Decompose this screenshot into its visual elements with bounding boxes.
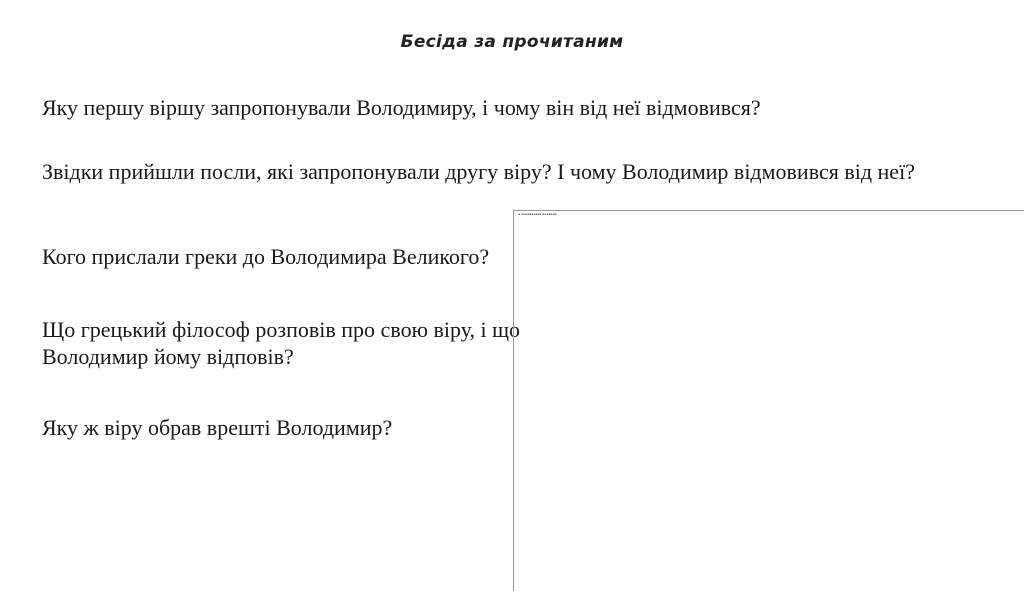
embedded-frame-caption: ▪ ▪▪▪▪▪▪▪▪▪▪ ▪▪▪▪▪▪▪ [518,212,557,216]
question-3: Кого прислали греки до Володимира Великого? [42,244,490,269]
embedded-frame [513,210,1024,591]
question-1: Яку першу віршу запропонували Володимиру, і чому він від неї відмовився? [42,95,761,120]
question-4: Що грецький філософ розповів про свою віру, і що Володимир йому відповів? [42,317,521,369]
slide-title: Бесіда за прочитаним [400,32,624,52]
question-5: Яку ж віру обрав врешті Володимир? [42,415,393,440]
question-2: Звідки прийшли посли, які запропонували другу віру? І чому Володимир відмовився від неї? [42,159,915,184]
